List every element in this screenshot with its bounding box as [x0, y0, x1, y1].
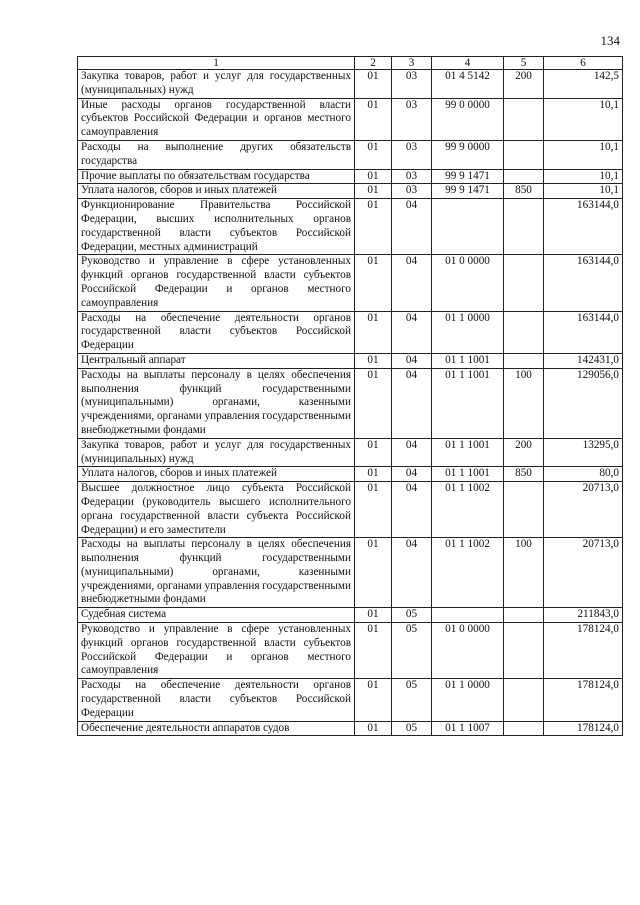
row-name-cell: Расходы на выплаты персоналу в целях обеспечения выполнения функций государственными (муниципальными) органами, казенными учреждениями, органами управления государственными внебюджетными фондами	[78, 538, 355, 608]
table-row	[78, 169, 623, 184]
amount-cell: 163144,0	[544, 199, 623, 255]
target-article-cell: 01 1 1007	[432, 721, 504, 736]
expense-type-cell: 850	[504, 184, 544, 199]
target-article-cell: 01 0 0000	[432, 623, 504, 679]
subsection-code-cell: 04	[392, 538, 432, 608]
target-article-cell: 01 4 5142	[432, 70, 504, 99]
section-code-cell: 01	[355, 70, 392, 99]
expense-type-cell	[504, 721, 544, 736]
table-header-row	[78, 57, 623, 70]
target-article-cell: 01 1 1002	[432, 482, 504, 538]
table-row	[78, 184, 623, 199]
subsection-code-cell: 03	[392, 140, 432, 169]
target-article-cell: 01 1 1002	[432, 538, 504, 608]
amount-cell: 178124,0	[544, 679, 623, 721]
row-name-cell: Уплата налогов, сборов и иных платежей	[78, 184, 355, 199]
expense-type-cell	[504, 353, 544, 368]
subsection-code-cell: 04	[392, 438, 432, 467]
section-code-cell: 01	[355, 311, 392, 353]
row-name-cell: Расходы на обеспечение деятельности органов государственной власти субъектов Российской Федерации	[78, 679, 355, 721]
expense-type-cell	[504, 169, 544, 184]
expense-type-cell	[504, 608, 544, 623]
expense-type-cell: 850	[504, 467, 544, 482]
section-code-cell: 01	[355, 98, 392, 140]
section-code-cell: 01	[355, 368, 392, 438]
row-name-cell: Уплата налогов, сборов и иных платежей	[78, 467, 355, 482]
target-article-cell: 01 1 1001	[432, 467, 504, 482]
row-name-cell: Центральный аппарат	[78, 353, 355, 368]
subsection-code-cell: 04	[392, 467, 432, 482]
subsection-code-cell: 03	[392, 184, 432, 199]
row-name-cell: Расходы на обеспечение деятельности органов государственной власти субъектов Российской Федерации	[78, 311, 355, 353]
budget-table	[77, 56, 623, 736]
subsection-code-cell: 03	[392, 70, 432, 99]
subsection-code-cell: 05	[392, 623, 432, 679]
table-row	[78, 608, 623, 623]
subsection-code-cell: 04	[392, 353, 432, 368]
column-header: 3	[392, 57, 432, 70]
section-code-cell: 01	[355, 169, 392, 184]
section-code-cell: 01	[355, 538, 392, 608]
target-article-cell: 99 9 1471	[432, 184, 504, 199]
row-name-cell: Высшее должностное лицо субъекта Российской Федерации (руководитель высшего исполнительного органа государственной власти субъекта Российской Федерации) и его заместители	[78, 482, 355, 538]
amount-cell: 80,0	[544, 467, 623, 482]
amount-cell: 142,5	[544, 70, 623, 99]
amount-cell: 129056,0	[544, 368, 623, 438]
row-name-cell: Иные расходы органов государственной власти субъектов Российской Федерации и органов местного самоуправления	[78, 98, 355, 140]
row-name-cell: Закупка товаров, работ и услуг для государственных (муниципальных) нужд	[78, 438, 355, 467]
subsection-code-cell: 03	[392, 98, 432, 140]
section-code-cell: 01	[355, 482, 392, 538]
section-code-cell: 01	[355, 255, 392, 311]
amount-cell: 178124,0	[544, 721, 623, 736]
subsection-code-cell: 05	[392, 721, 432, 736]
row-name-cell: Функционирование Правительства Российской Федерации, высших исполнительных органов государственной власти субъектов Российской Федерации, местных администраций	[78, 199, 355, 255]
subsection-code-cell: 04	[392, 311, 432, 353]
table-row	[78, 368, 623, 438]
section-code-cell: 01	[355, 199, 392, 255]
row-name-cell: Руководство и управление в сфере установленных функций органов государственной власти субъектов Российской Федерации и органов местного самоуправления	[78, 623, 355, 679]
expense-type-cell: 100	[504, 538, 544, 608]
row-name-cell: Расходы на выплаты персоналу в целях обеспечения выполнения функций государственными (муниципальными) органами, казенными учреждениями, органами управления государственными внебюджетными фондами	[78, 368, 355, 438]
amount-cell: 10,1	[544, 184, 623, 199]
expense-type-cell	[504, 199, 544, 255]
table-row	[78, 311, 623, 353]
subsection-code-cell: 04	[392, 368, 432, 438]
section-code-cell: 01	[355, 623, 392, 679]
expense-type-cell	[504, 98, 544, 140]
row-name-cell: Судебная система	[78, 608, 355, 623]
table-row	[78, 353, 623, 368]
table-row	[78, 623, 623, 679]
subsection-code-cell: 03	[392, 169, 432, 184]
column-header: 6	[544, 57, 623, 70]
column-header: 5	[504, 57, 544, 70]
subsection-code-cell: 04	[392, 482, 432, 538]
expense-type-cell	[504, 679, 544, 721]
section-code-cell: 01	[355, 353, 392, 368]
section-code-cell: 01	[355, 467, 392, 482]
target-article-cell: 01 1 1001	[432, 353, 504, 368]
column-header: 4	[432, 57, 504, 70]
section-code-cell: 01	[355, 721, 392, 736]
table-row	[78, 70, 623, 99]
expense-type-cell	[504, 140, 544, 169]
amount-cell: 163144,0	[544, 255, 623, 311]
table-row	[78, 98, 623, 140]
target-article-cell: 01 1 1001	[432, 368, 504, 438]
expense-type-cell	[504, 255, 544, 311]
expense-type-cell	[504, 311, 544, 353]
target-article-cell: 99 0 0000	[432, 98, 504, 140]
amount-cell: 20713,0	[544, 482, 623, 538]
expense-type-cell: 100	[504, 368, 544, 438]
amount-cell: 10,1	[544, 98, 623, 140]
target-article-cell: 01 1 0000	[432, 311, 504, 353]
table-row	[78, 199, 623, 255]
target-article-cell: 01 0 0000	[432, 255, 504, 311]
amount-cell: 163144,0	[544, 311, 623, 353]
section-code-cell: 01	[355, 184, 392, 199]
section-code-cell: 01	[355, 608, 392, 623]
table-row	[78, 255, 623, 311]
page-number: 134	[600, 33, 620, 48]
table-row	[78, 679, 623, 721]
amount-cell: 142431,0	[544, 353, 623, 368]
expense-type-cell	[504, 623, 544, 679]
section-code-cell: 01	[355, 679, 392, 721]
target-article-cell	[432, 199, 504, 255]
row-name-cell: Обеспечение деятельности аппаратов судов	[78, 721, 355, 736]
target-article-cell: 99 9 1471	[432, 169, 504, 184]
subsection-code-cell: 05	[392, 608, 432, 623]
table-row	[78, 538, 623, 608]
row-name-cell: Закупка товаров, работ и услуг для государственных (муниципальных) нужд	[78, 70, 355, 99]
target-article-cell: 01 1 1001	[432, 438, 504, 467]
amount-cell: 13295,0	[544, 438, 623, 467]
subsection-code-cell: 05	[392, 679, 432, 721]
section-code-cell: 01	[355, 438, 392, 467]
amount-cell: 20713,0	[544, 538, 623, 608]
column-header: 1	[78, 57, 355, 70]
amount-cell: 178124,0	[544, 623, 623, 679]
table-row	[78, 140, 623, 169]
row-name-cell: Руководство и управление в сфере установленных функций органов государственной власти субъектов Российской Федерации и органов местного самоуправления	[78, 255, 355, 311]
subsection-code-cell: 04	[392, 255, 432, 311]
expense-type-cell: 200	[504, 438, 544, 467]
row-name-cell: Расходы на выполнение других обязательств государства	[78, 140, 355, 169]
table-row	[78, 438, 623, 467]
amount-cell: 211843,0	[544, 608, 623, 623]
row-name-cell: Прочие выплаты по обязательствам государства	[78, 169, 355, 184]
amount-cell: 10,1	[544, 169, 623, 184]
target-article-cell	[432, 608, 504, 623]
expense-type-cell: 200	[504, 70, 544, 99]
target-article-cell: 99 9 0000	[432, 140, 504, 169]
subsection-code-cell: 04	[392, 199, 432, 255]
expense-type-cell	[504, 482, 544, 538]
section-code-cell: 01	[355, 140, 392, 169]
table-row	[78, 467, 623, 482]
amount-cell: 10,1	[544, 140, 623, 169]
table-row	[78, 482, 623, 538]
target-article-cell: 01 1 0000	[432, 679, 504, 721]
table-row	[78, 721, 623, 736]
column-header: 2	[355, 57, 392, 70]
